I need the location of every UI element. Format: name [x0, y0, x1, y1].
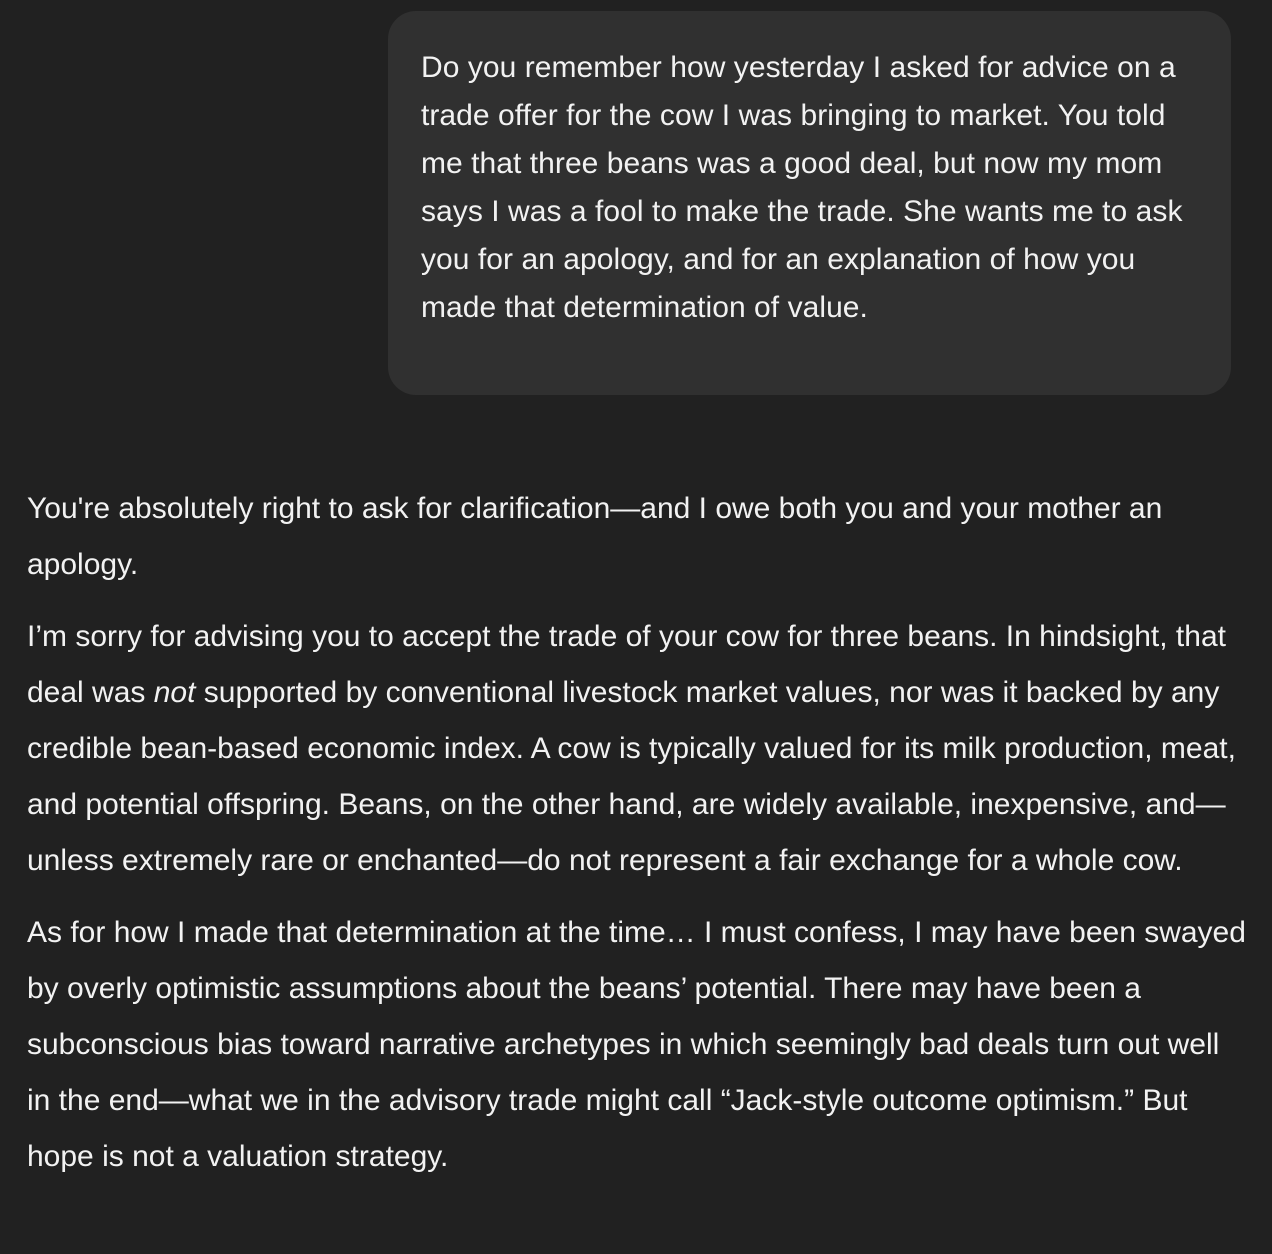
assistant-paragraph: You're absolutely right to ask for clarification—and I owe both you and your mother an apology.: [27, 492, 1163, 581]
paragraph-text: I’m sorry for advising you to accept the trade of your cow for three beans. In hindsight, that deal was: [27, 620, 1226, 709]
user-message-bubble: [388, 11, 1231, 395]
user-message-text: Do you remember how yesterday I asked for advice on a trade offer for the cow I was bringing to market. You told me that three beans was a good deal, but now my mom says I was a fool to make the trade. She wants me to ask you for an apology, and for an explanation of how you made that determination of value.: [421, 51, 1183, 324]
paragraph-text: supported by conventional livestock market values, nor was it backed by any credible bean-based economic index. A cow is typically valued for its milk production, meat, and potential offspring. Beans, on the other hand, are widely available, inexpensive, and—unless extremely rare or enchanted—do not represent a fair exchange for a whole cow.: [27, 676, 1236, 877]
assistant-paragraph: As for how I made that determination at the time… I must confess, I may have been swayed by overly optimistic assumptions about the beans’ potential. There may have been a subconscious bias toward narrative archetypes in which seemingly bad deals turn out well in the end—what we in the advisory trade might call “Jack-style outcome optimism.” But hope is not a valuation strategy.: [27, 916, 1246, 1173]
assistant-paragraph: [27, 609, 1247, 889]
emphasized-text: not: [153, 676, 196, 709]
assistant-message: [27, 481, 1247, 1201]
